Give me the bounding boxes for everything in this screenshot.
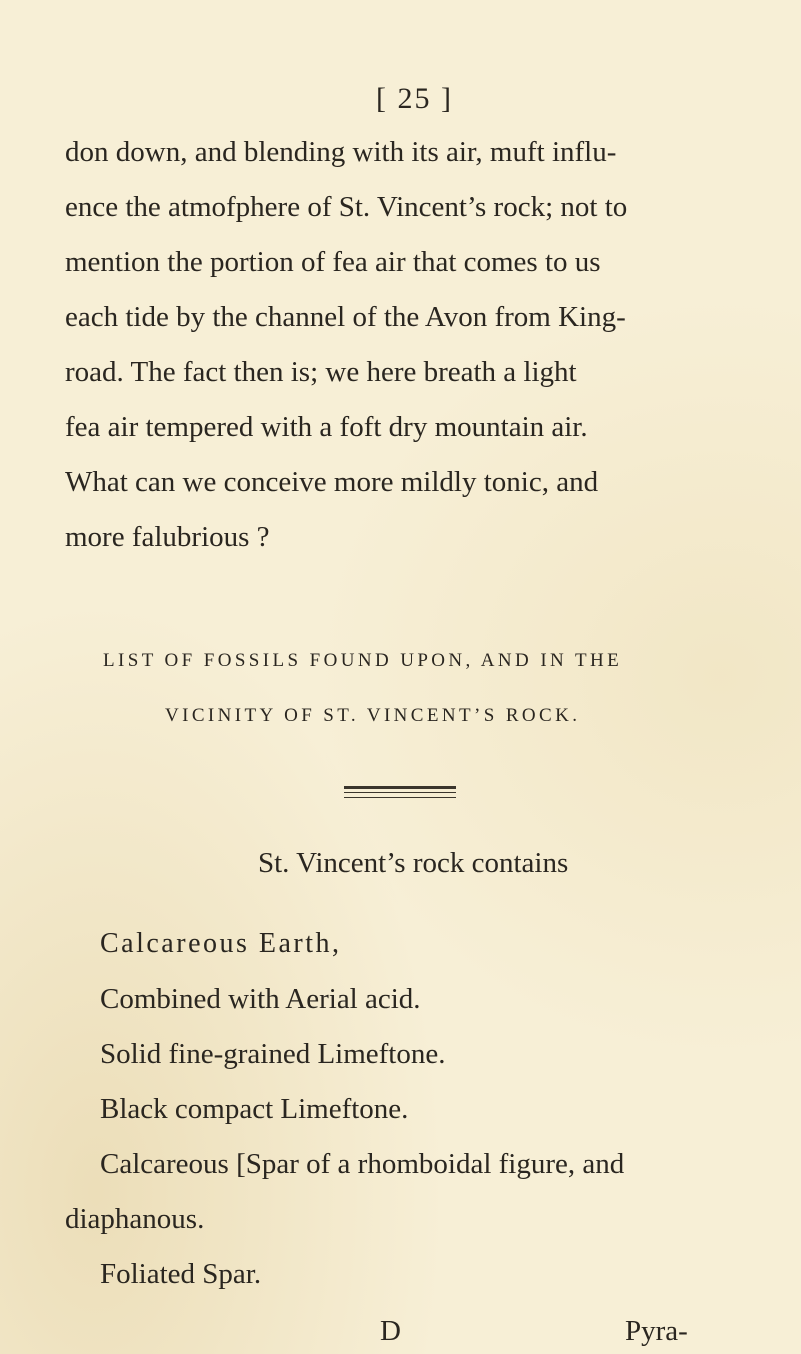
section-heading-line-1: LIST OF FOSSILS FOUND UPON, AND IN THE [103, 650, 623, 671]
paragraph-line: fea air tempered with a foft dry mountain air. [65, 411, 588, 443]
list-item: Foliated Spar. [100, 1258, 262, 1290]
paragraph-line: more falubrious ? [65, 521, 270, 553]
intro-text: St. Vincent’s rock contains [258, 847, 569, 879]
list-item: Solid fine-grained Limeftone. [100, 1038, 446, 1070]
paragraph-line: road. The fact then is; we here breath a light [65, 356, 577, 388]
paragraph-line: each tide by the channel of the Avon from King- [65, 301, 626, 333]
page-number: [ 25 ] [376, 82, 453, 115]
list-item: Black compact Limeftone. [100, 1093, 409, 1125]
divider-rule [344, 786, 456, 789]
list-item: diaphanous. [65, 1203, 205, 1235]
list-item: Calcareous [Spar of a rhomboidal figure, and [100, 1148, 625, 1180]
signature-mark: D [380, 1315, 401, 1347]
section-heading-line-2: VICINITY OF ST. VINCENT’S ROCK. [165, 705, 581, 726]
paragraph-line: What can we conceive more mildly tonic, and [65, 466, 599, 498]
paragraph-line: don down, and blending with its air, muft influ- [65, 136, 617, 168]
list-item: Combined with Aerial acid. [100, 983, 421, 1015]
paragraph-line: mention the portion of fea air that comes to us [65, 246, 601, 278]
paragraph-line: ence the atmofphere of St. Vincent’s rock; not to [65, 191, 628, 223]
divider-rule [344, 792, 456, 793]
catchword: Pyra- [625, 1315, 688, 1347]
divider-rule [344, 797, 456, 798]
list-title: Calcareous Earth, [100, 928, 342, 959]
